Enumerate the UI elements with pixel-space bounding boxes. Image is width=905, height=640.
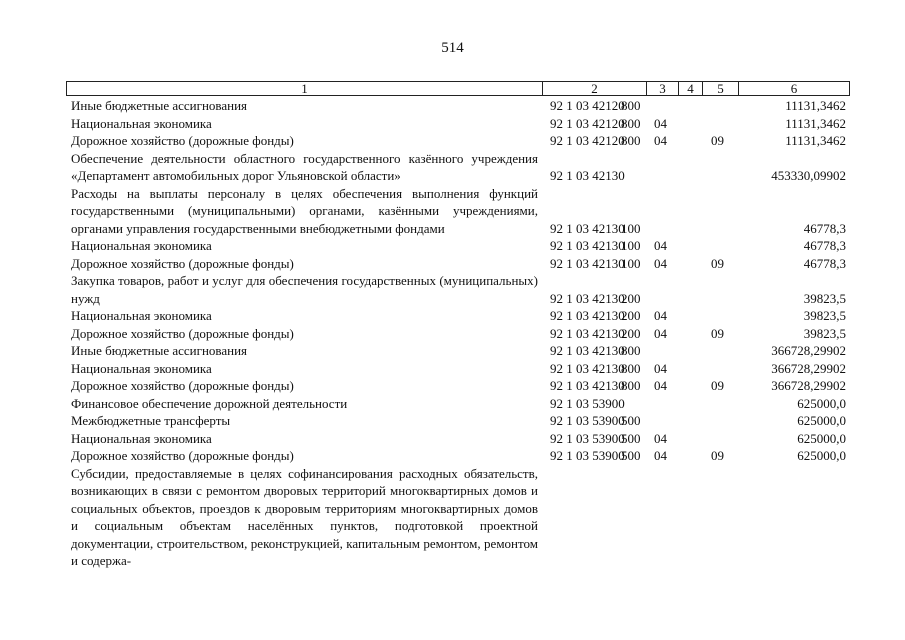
row-vr: 800 (621, 133, 641, 148)
row-code: 92 1 03 42130 (550, 308, 625, 323)
table-row (71, 447, 846, 465)
row-sum: 39823,5 (803, 290, 846, 306)
row-rz: 04 (654, 133, 667, 148)
row-code: 92 1 03 42130 (550, 325, 625, 341)
row-rz: 04 (654, 255, 667, 271)
row-vr: 800 (621, 343, 641, 358)
row-name: Дорожное хозяйство (дорожные фонды) (71, 325, 294, 341)
table-row (71, 465, 846, 570)
table-row (71, 395, 846, 413)
row-sum: 46778,3 (803, 255, 846, 271)
row-code: 92 1 03 53900 (550, 395, 625, 411)
row-rz: 04 (654, 360, 667, 376)
row-code: 92 1 03 53900 (550, 430, 625, 446)
table-row (71, 150, 846, 185)
row-vr: 200 (621, 290, 641, 306)
row-sum: 366728,29902 (771, 343, 846, 358)
table-row (71, 272, 846, 307)
row-name: Дорожное хозяйство (дорожные фонды) (71, 448, 294, 463)
row-code: 92 1 03 53900 (550, 413, 625, 428)
row-pr: 09 (711, 133, 724, 148)
row-code: 92 1 03 42130 (550, 378, 625, 393)
row-code: 92 1 03 42130 (550, 343, 625, 358)
row-vr: 800 (621, 98, 641, 113)
row-sum: 39823,5 (803, 325, 846, 341)
row-rz: 04 (654, 325, 667, 341)
row-vr: 800 (621, 115, 641, 131)
row-sum: 11131,3462 (785, 115, 846, 131)
table-header (66, 81, 850, 96)
row-name: Расходы на выплаты персоналу в целях обеспечения выполнения функций государственными (муниципальными) органами, казёнными учреждениями, органами управления государственными внебюджетными фондами (71, 185, 538, 236)
table-row (71, 377, 846, 395)
table-row (71, 325, 846, 343)
row-vr: 800 (621, 360, 641, 376)
page-number: 514 (441, 40, 464, 56)
row-name: Национальная экономика (71, 430, 212, 446)
row-rz: 04 (654, 430, 667, 446)
header-col-4: 4 (679, 82, 703, 95)
row-sum: 366728,29902 (771, 360, 846, 376)
row-sum: 11131,3462 (785, 133, 846, 148)
row-vr: 200 (621, 325, 641, 341)
table-row (71, 307, 846, 325)
row-sum: 625000,0 (797, 448, 846, 463)
row-sum: 11131,3462 (785, 98, 846, 113)
row-code: 92 1 03 42130 (550, 238, 625, 253)
row-name: Дорожное хозяйство (дорожные фонды) (71, 133, 294, 148)
table-row (71, 255, 846, 273)
row-name: Дорожное хозяйство (дорожные фонды) (71, 255, 294, 271)
row-code: 92 1 03 42130 (550, 168, 625, 183)
table-body (71, 97, 846, 570)
header-col-1: 1 (67, 82, 543, 95)
row-code: 92 1 03 42130 (550, 220, 625, 236)
row-vr: 200 (621, 308, 641, 323)
row-name: Национальная экономика (71, 360, 212, 376)
row-code: 92 1 03 53900 (550, 448, 625, 463)
row-sum: 46778,3 (803, 238, 846, 253)
row-vr: 500 (621, 448, 641, 463)
row-pr: 09 (711, 448, 724, 463)
row-vr: 100 (621, 220, 641, 236)
row-sum: 46778,3 (803, 220, 846, 236)
row-vr: 500 (621, 413, 641, 428)
table-row (71, 132, 846, 150)
row-name: Национальная экономика (71, 238, 212, 253)
row-name: Межбюджетные трансферты (71, 413, 231, 428)
row-rz: 04 (654, 448, 667, 463)
table-row (71, 97, 846, 115)
header-col-6: 6 (790, 81, 798, 96)
row-vr: 500 (621, 430, 641, 446)
row-rz: 04 (654, 115, 667, 131)
row-rz: 04 (654, 308, 667, 323)
row-vr: 100 (621, 238, 641, 253)
header-col-2: 2 (543, 82, 647, 95)
row-rz: 04 (654, 378, 667, 393)
row-code: 92 1 03 42130 (550, 255, 625, 271)
table-row (71, 430, 846, 448)
row-code: 92 1 03 42120 (550, 98, 625, 113)
table-row (71, 115, 846, 133)
row-pr: 09 (711, 378, 724, 393)
row-name: Закупка товаров, работ и услуг для обеспечения государственных (муниципальных) нужд (71, 273, 538, 306)
row-name: Обеспечение деятельности областного государственного казённого учреждения «Департамент автомобильных дорог Ульяновской области» (71, 150, 538, 183)
row-code: 92 1 03 42120 (550, 115, 625, 131)
row-name: Финансовое обеспечение дорожной деятельности (71, 395, 348, 411)
row-sum: 453330,09902 (771, 168, 846, 183)
row-code: 92 1 03 42120 (550, 133, 625, 148)
row-sum: 625000,0 (797, 395, 846, 411)
row-rz: 04 (654, 238, 667, 253)
table-row (71, 185, 846, 238)
row-name: Иные бюджетные ассигнования (71, 98, 248, 113)
row-code: 92 1 03 42130 (550, 290, 625, 306)
table-row (71, 360, 846, 378)
header-col-3: 3 (647, 82, 679, 95)
row-name: Дорожное хозяйство (дорожные фонды) (71, 378, 294, 393)
row-name: Национальная экономика (71, 115, 212, 131)
row-name: Национальная экономика (71, 308, 212, 323)
row-sum: 625000,0 (797, 430, 846, 446)
row-pr: 09 (711, 325, 724, 341)
row-code: 92 1 03 42130 (550, 360, 625, 376)
row-pr: 09 (711, 255, 724, 271)
row-sum: 366728,29902 (771, 378, 846, 393)
row-sum: 625000,0 (797, 413, 846, 428)
row-vr: 800 (621, 378, 641, 393)
header-col-5: 5 (703, 82, 739, 95)
table-row (71, 237, 846, 255)
row-vr: 100 (621, 255, 641, 271)
row-name: Субсидии, предоставляемые в целях софинансирования расходных обязательств, возникающих в связи с ремонтом дворовых территорий многоквартирных домов и социальных объектов, проездов к дворовым территориям многоквартирных домов и социальным объектам населённых пунктов, подготовкой проектной документации, строительством, реконструкцией, капитальным ремонтом, ремонтом и содержа- (71, 465, 538, 568)
row-name: Иные бюджетные ассигнования (71, 343, 248, 358)
table-row (71, 342, 846, 360)
row-sum: 39823,5 (803, 308, 846, 323)
table-row (71, 412, 846, 430)
